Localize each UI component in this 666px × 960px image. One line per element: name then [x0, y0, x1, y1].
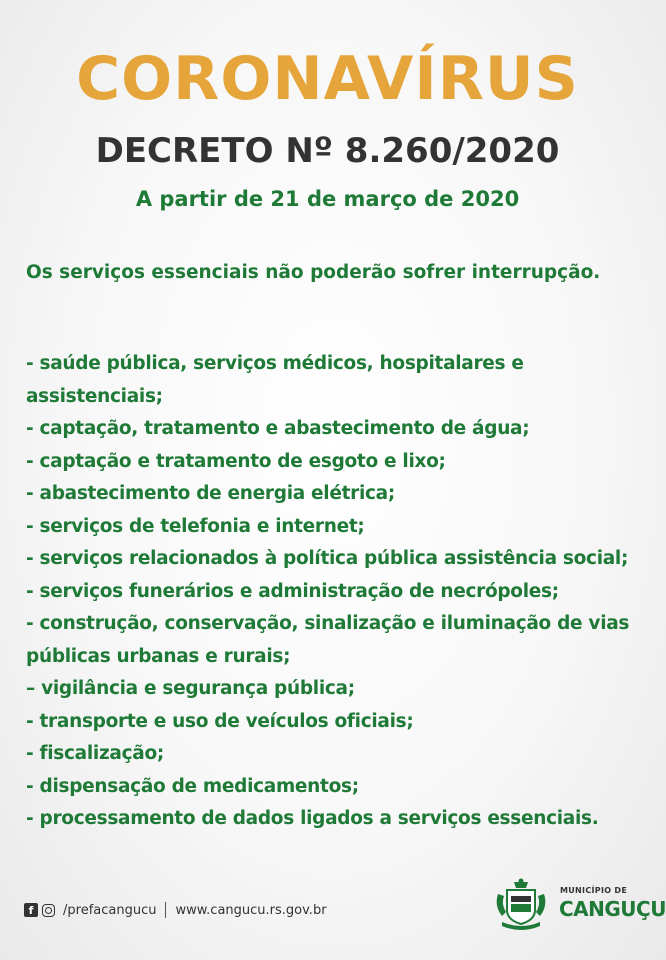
page-title: CORONAVÍRUS [76, 44, 579, 114]
essential-services-list [26, 348, 641, 836]
city-name: CANGUÇU [559, 897, 666, 921]
decree-number: DECRETO Nº 8.260/2020 [95, 131, 560, 171]
facebook-icon[interactable]: f [24, 903, 38, 917]
municipio-label: MUNICÍPIO DE [560, 886, 628, 895]
list-item: - transporte e uso de veículos oficiais; [26, 710, 414, 732]
list-item: - serviços de telefonia e internet; [26, 515, 365, 537]
list-item: - dispensação de medicamentos; [26, 775, 359, 797]
list-item: - captação e tratamento de esgoto e lixo; [26, 450, 446, 472]
website-link[interactable]: www.cangucu.rs.gov.br [175, 902, 327, 918]
list-item: - abastecimento de energia elétrica; [26, 483, 395, 504]
footer-divider [165, 902, 166, 918]
list-item: - processamento de dados ligados a serviços essenciais. [26, 808, 599, 829]
list-item: - construção, conservação, sinalização e iluminação de vias públicas urbanas e rurais; [26, 613, 630, 667]
list-item: - fiscalização; [26, 743, 164, 764]
coat-of-arms-icon [492, 876, 550, 934]
intro-text: Os serviços essenciais não poderão sofrer interrupção. [26, 262, 601, 283]
list-item: – vigilância e segurança pública; [26, 678, 355, 699]
list-item: - captação, tratamento e abastecimento de água; [26, 418, 530, 439]
instagram-icon[interactable] [42, 904, 55, 917]
list-item: - serviços relacionados à política pública assistência social; [26, 548, 629, 569]
social-handle[interactable]: /prefacangucu [63, 902, 157, 918]
footer [24, 902, 327, 918]
list-item: - serviços funerários e administração de necrópoles; [26, 580, 559, 602]
effective-date: A partir de 21 de março de 2020 [135, 187, 520, 211]
list-item: - saúde pública, serviços médicos, hospitalares e assistenciais; [26, 353, 524, 407]
